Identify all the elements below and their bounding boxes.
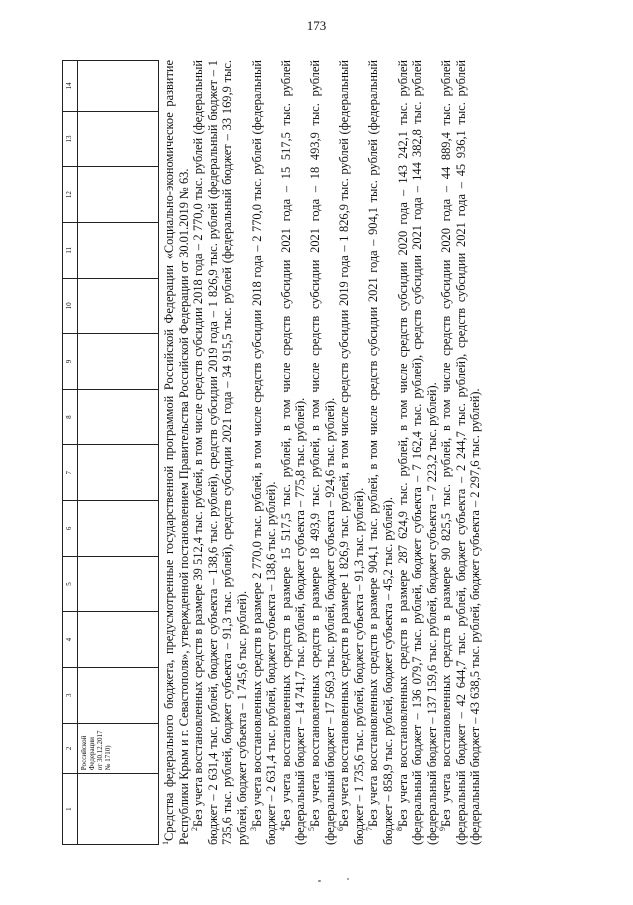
table-cell (78, 167, 159, 223)
table-cell (78, 389, 159, 445)
table-cell (78, 723, 159, 774)
column-number: 5 (63, 556, 78, 612)
table-continuation (62, 60, 159, 845)
table-cell (78, 278, 159, 334)
footnote-text: Средства федерального бюджета, предусмотренные государственной программой Российской Федерации «Социально-экономическое развитие Республики Крым и г. Севастополя», утвержденной постановлением Правительства Российской Федерации от 30.01.2019 № 63. (162, 60, 191, 845)
scan-speck (318, 880, 321, 882)
table-row (78, 61, 159, 845)
footnote-7 (366, 60, 395, 845)
column-number: 4 (63, 612, 78, 668)
footnote-marker: 9 (438, 827, 448, 831)
program-reference-note (78, 724, 112, 774)
footnote-text: Без учета восстановленных средств в размере 90 825,5 тыс. рублей, в том числе средств субсидии 2020 года – 44 889,4 тыс. рублей (федеральный бюджет – 42 644,7 тыс. рублей, бюджет субъекта – 2 244,7 тыс. рублей), средств субсидии 2021 года – 45 936,1 тыс. рублей (федеральный бюджет – 43 638,5 тыс. рублей, бюджет субъекта – 2 297,6 тыс. рублей). (439, 60, 483, 845)
footnote-marker: 4 (277, 827, 287, 831)
table-cell (78, 667, 159, 723)
footnote-text: Без учета восстановленных средств в размере 1 826,9 тыс. рублей, в том числе средств субсидии 2019 года – 1 826,9 тыс. рублей (федеральный бюджет – 1 735,6 тыс. рублей, бюджет субъекта – 91,3 тыс. рублей). (337, 60, 366, 845)
table-cell (78, 334, 159, 390)
footnote-marker: 2 (190, 827, 200, 831)
table-cell (78, 222, 159, 278)
footnote-marker: 5 (306, 827, 316, 831)
column-number: 14 (63, 61, 78, 112)
column-number: 6 (63, 501, 78, 557)
column-number: 8 (63, 389, 78, 445)
note-line: Федерации (88, 737, 96, 771)
footnote-4 (279, 60, 308, 845)
table-cell (78, 774, 159, 845)
page-number: 173 (306, 18, 327, 33)
note-line: от 30.12.2017 (96, 730, 104, 771)
footnotes (162, 60, 597, 845)
footnote-marker: 6 (336, 827, 345, 831)
rotated-page-content (62, 60, 597, 845)
column-number: 10 (63, 278, 78, 334)
column-number: 7 (63, 445, 78, 501)
column-number: 12 (63, 167, 78, 223)
footnote-text: Без учета восстановленных средств в размере 2 770,0 тыс. рублей, в том числе средств субсидии 2018 года – 2 770,0 тыс. рублей (федеральный бюджет – 2 631,4 тыс. рублей, бюджет субъекта – 138,6 тыс. рублей). (249, 60, 279, 845)
table-cell (78, 612, 159, 668)
column-number: 3 (63, 667, 78, 723)
scan-speck (347, 878, 349, 880)
footnote-6 (337, 60, 366, 845)
table-cell (78, 556, 159, 612)
table-cell (78, 501, 159, 557)
footnote-text: Без учета восстановленных средств в размере 287 624,9 тыс. рублей, в том числе средств субсидии 2020 года – 143 242,1 тыс. рублей (федеральный бюджет – 136 079,7 тыс. рублей, бюджет субъекта – 7 162,4 тыс. рублей), средств субсидии 2021 года – 144 382,8 тыс. рублей (федеральный бюджет – 137 159,6 тыс. рублей, бюджет субъекта – 7 223,2 тыс. рублей). (395, 60, 439, 845)
footnote-text: Без учета восстановленных средств в размере 39 512,4 тыс. рублей, в том числе средств субсидии 2018 года – 2 770,0 тыс. рублей (федеральный бюджет – 2 631,4 тыс. рублей, бюджет субъекта – 138,6 тыс. рублей), средств субсидии 2019 года – 1 826,9 тыс. рублей (федеральный бюджет – 1 735,6 тыс. рублей, бюджет субъекта – 91,3 тыс. рублей), средств субсидии 2021 года – 34 915,5 тыс. рублей (федеральный бюджет – 33 169,9 тыс. рублей, бюджет субъекта – 1 745,6 тыс. рублей). (191, 60, 249, 845)
footnote-marker: 3 (248, 827, 258, 831)
footnote-text: Без учета восстановленных средств в размере 15 517,5 тыс. рублей, в том числе средств субсидии 2021 года – 15 517,5 тыс. рублей (федеральный бюджет – 14 741,7 тыс. рублей, бюджет субъекта – 775,8 тыс. рублей). (278, 60, 308, 845)
column-number: 9 (63, 334, 78, 390)
note-line: № 1710) (104, 745, 112, 771)
footnote-2 (191, 60, 249, 845)
footnote-8 (396, 60, 440, 845)
table-cell (78, 111, 159, 167)
footnote-text: Без учета восстановленных средств в размере 18 493,9 тыс. рублей, в том числе средств субсидии 2021 года – 18 493,9 тыс. рублей (федеральный бюджет – 17 569,3 тыс. рублей, бюджет субъекта – 924,6 тыс. рублей). (307, 60, 337, 845)
table-column-numbers-row (63, 61, 78, 845)
table-cell (78, 445, 159, 501)
footnote-3 (250, 60, 279, 845)
footnote-9 (439, 60, 483, 845)
footnote-marker: 1 (160, 841, 170, 845)
column-number: 1 (63, 774, 78, 845)
footnote-1 (162, 60, 191, 845)
column-number: 11 (63, 222, 78, 278)
column-number: 2 (63, 723, 78, 774)
note-line: Российской (80, 735, 88, 771)
footnote-text: Без учета восстановленных средств в размере 904,1 тыс. рублей, в том числе средств субсидии 2021 года – 904,1 тыс. рублей (федеральный бюджет – 858,9 тыс. рублей, бюджет субъекта – 45,2 тыс. рублей). (366, 60, 395, 845)
footnote-5 (308, 60, 337, 845)
table-cell (78, 61, 159, 112)
column-number: 13 (63, 111, 78, 167)
footnote-marker: 7 (365, 827, 375, 831)
footnote-marker: 8 (394, 827, 404, 831)
